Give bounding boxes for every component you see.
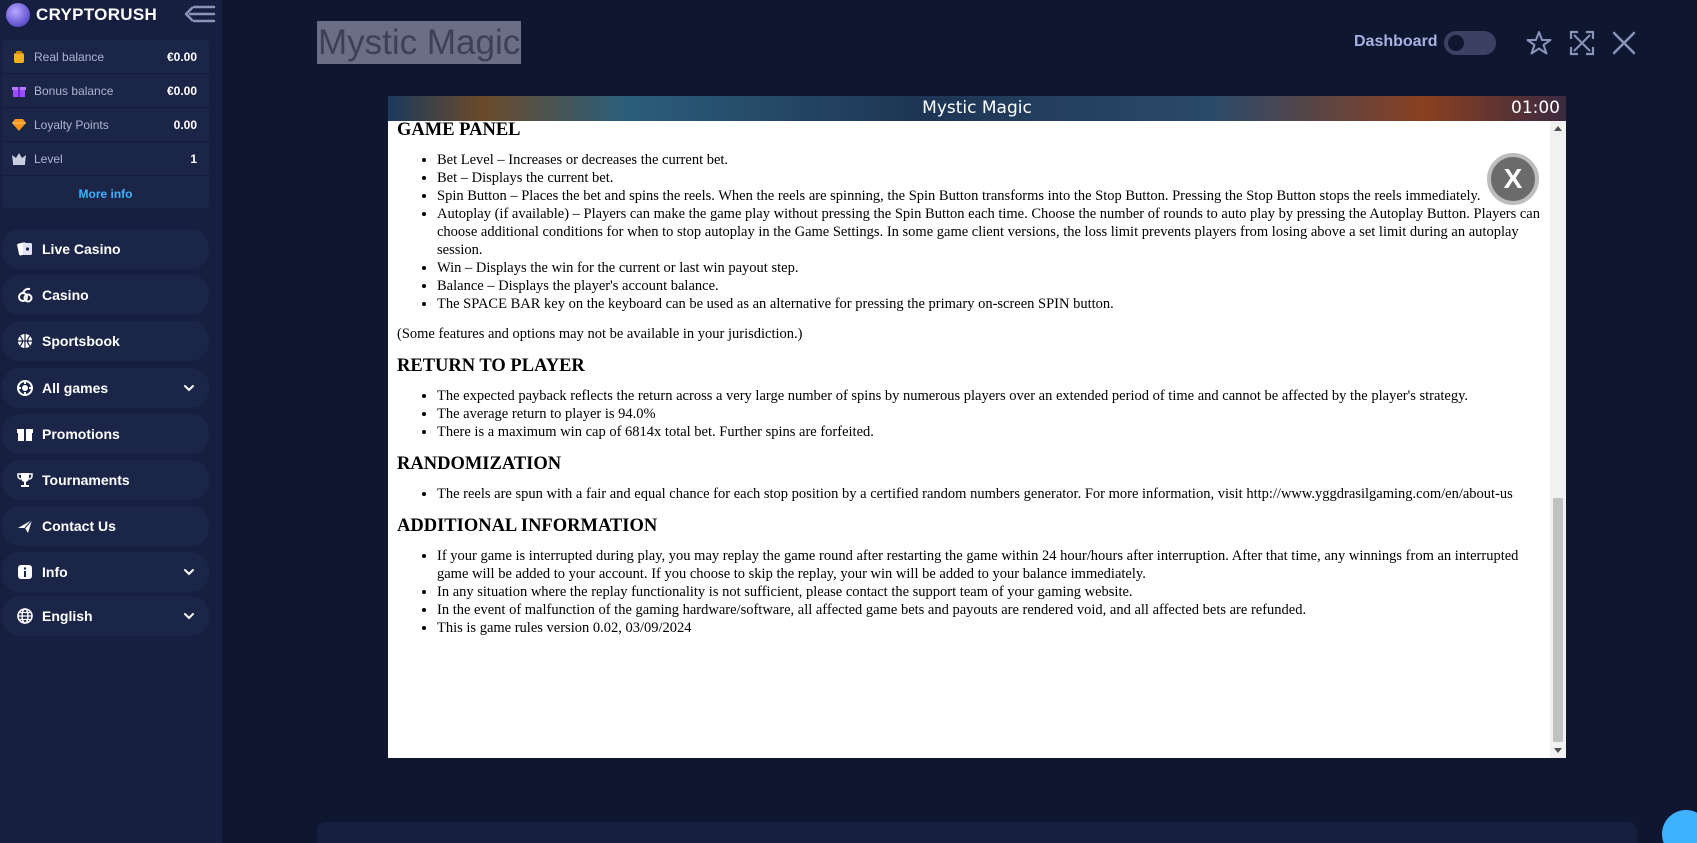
list-item: • In any situation where the replay functionality is not sufficient, please contact the support team of your gaming website. <box>437 583 1547 601</box>
scroll-down-arrow-icon[interactable] <box>1554 748 1562 753</box>
level-row <box>2 142 209 176</box>
real-balance-row <box>2 40 209 74</box>
level-label: Level <box>34 151 63 166</box>
nav-language[interactable] <box>2 596 209 636</box>
nav-all-games[interactable] <box>2 368 209 408</box>
brand[interactable] <box>6 2 157 28</box>
chevron-down-icon <box>183 566 195 578</box>
nav-label: Live Casino <box>42 241 121 257</box>
list-item: • Bet Level – Increases or decreases the current bet. <box>437 151 1547 169</box>
collapse-menu-icon[interactable] <box>184 4 216 24</box>
globe-icon <box>16 607 34 625</box>
loyalty-points-label: Loyalty Points <box>34 117 109 132</box>
favorite-star-icon[interactable] <box>1526 30 1552 56</box>
nav-label: Promotions <box>42 426 120 442</box>
list-item: • There is a maximum win cap of 6814x total bet. Further spins are forfeited. <box>437 423 1547 441</box>
game-timer: 01:00 <box>1511 98 1560 118</box>
trophy-icon <box>16 471 34 489</box>
nav-label: Info <box>42 564 68 580</box>
rules-scrollbar[interactable] <box>1550 121 1566 758</box>
nav-tournaments[interactable] <box>2 460 209 500</box>
bottom-panel <box>317 822 1637 843</box>
randomization-list <box>437 485 1547 503</box>
more-info-link[interactable]: More info <box>78 187 133 201</box>
loyalty-points-value: 0.00 <box>173 117 197 132</box>
game-panel-list <box>437 151 1547 313</box>
nav-live-casino[interactable] <box>2 229 209 269</box>
bonus-balance-value: €0.00 <box>166 83 197 98</box>
close-icon[interactable] <box>1611 30 1637 56</box>
list-item: • Win – Displays the win for the current or last win payout step. <box>437 259 1547 277</box>
nav-label: Sportsbook <box>42 333 120 349</box>
diamond-icon <box>12 118 26 132</box>
live-casino-icon <box>16 240 34 258</box>
list-item: • The reels are spun with a fair and equal chance for each stop position by a certified random numbers generator. For more information, visit http://www.yggdrasilgaming.com/en/about-us <box>437 485 1547 503</box>
balance-panel <box>2 40 209 208</box>
bonus-balance-row <box>2 74 209 108</box>
all-games-icon <box>16 379 34 397</box>
nav-casino[interactable] <box>2 275 209 315</box>
sportsbook-icon <box>16 332 34 350</box>
contact-icon <box>16 517 34 535</box>
dashboard-toggle[interactable] <box>1444 31 1496 55</box>
toggle-knob <box>1448 35 1464 51</box>
crown-icon <box>12 152 26 166</box>
rtp-list <box>437 387 1547 441</box>
scrollbar-thumb[interactable] <box>1553 498 1563 742</box>
randomization-heading: RANDOMIZATION <box>397 454 562 474</box>
nav-label: All games <box>42 380 109 396</box>
nav-sportsbook[interactable] <box>2 321 209 361</box>
bonus-balance-label: Bonus balance <box>34 83 114 98</box>
page-title: Mystic Magic <box>318 23 521 62</box>
nav-label: Tournaments <box>42 472 130 488</box>
nav-promotions[interactable] <box>2 414 209 454</box>
list-item: • Autoplay (if available) – Players can make the game play without pressing the Spin Button each time. Choose the number of rounds to auto play by pressing the Autoplay Button. Players can choose additional conditions for when to stop autoplay in the Game Settings. In some game client versions, the loss limit prevents players from losing above a set limit during an autoplay session. <box>437 205 1547 259</box>
nav-label: Casino <box>42 287 89 303</box>
nav-label: English <box>42 608 93 624</box>
list-item: • The expected payback reflects the return across a very large number of spins by numerous players over an extended period of time and cannot be affected by the player's strategy. <box>437 387 1547 405</box>
list-item: • If your game is interrupted during play, you may replay the game round after restarting the game within 24 hour/hours after interruption. After that time, any winnings from an interrupted game will be added to your account. If you choose to skip the replay, your win will be added to your balance immediately. <box>437 547 1547 583</box>
dashboard-label: Dashboard <box>1354 33 1438 50</box>
game-frame[interactable] <box>388 96 1566 758</box>
list-item: • The SPACE BAR key on the keyboard can be used as an alternative for pressing the primary on-screen SPIN button. <box>437 295 1547 313</box>
gift-icon <box>12 84 26 98</box>
loyalty-points-row <box>2 108 209 142</box>
game-panel-heading: GAME PANEL <box>397 121 521 140</box>
real-balance-label: Real balance <box>34 49 105 64</box>
list-item: • Balance – Displays the player's account balance. <box>437 277 1547 295</box>
brand-name: CRYPTORUSH <box>36 5 158 24</box>
game-rules-panel[interactable] <box>388 121 1550 758</box>
list-item: • In the event of malfunction of the gaming hardware/software, all affected game bets and payouts are rendered void, and all affected bets are refunded. <box>437 601 1547 619</box>
cryptorush-logo-icon <box>6 3 30 27</box>
close-rules-button[interactable]: X <box>1487 153 1539 205</box>
nav-contact-us[interactable] <box>2 506 209 546</box>
sidebar <box>0 0 222 843</box>
fullscreen-icon[interactable] <box>1569 30 1595 56</box>
list-item: • This is game rules version 0.02, 03/09/2024 <box>437 619 1547 637</box>
jurisdiction-note: (Some features and options may not be available in your jurisdiction.) <box>397 326 803 342</box>
additional-info-list <box>437 547 1547 637</box>
nav-label: Contact Us <box>42 518 116 534</box>
rtp-heading: RETURN TO PLAYER <box>397 356 585 376</box>
promotions-icon <box>16 425 34 443</box>
chevron-down-icon <box>183 382 195 394</box>
scroll-up-arrow-icon[interactable] <box>1554 126 1562 131</box>
list-item: • Bet – Displays the current bet. <box>437 169 1547 187</box>
additional-info-heading: ADDITIONAL INFORMATION <box>397 516 658 536</box>
wallet-icon <box>12 50 26 64</box>
info-icon <box>16 563 34 581</box>
list-item: • The average return to player is 94.0% <box>437 405 1547 423</box>
chevron-down-icon <box>183 610 195 622</box>
nav-info[interactable] <box>2 552 209 592</box>
level-value: 1 <box>190 151 197 166</box>
support-chat-button[interactable] <box>1662 810 1697 843</box>
list-item: • Spin Button – Places the bet and spins the reels. When the reels are spinning, the Spin Button transforms into the Stop Button. Pressing the Stop Button stops the reels immediately. <box>437 187 1547 205</box>
casino-icon <box>16 286 34 304</box>
game-title: Mystic Magic <box>922 98 1032 118</box>
real-balance-value: €0.00 <box>166 49 197 64</box>
